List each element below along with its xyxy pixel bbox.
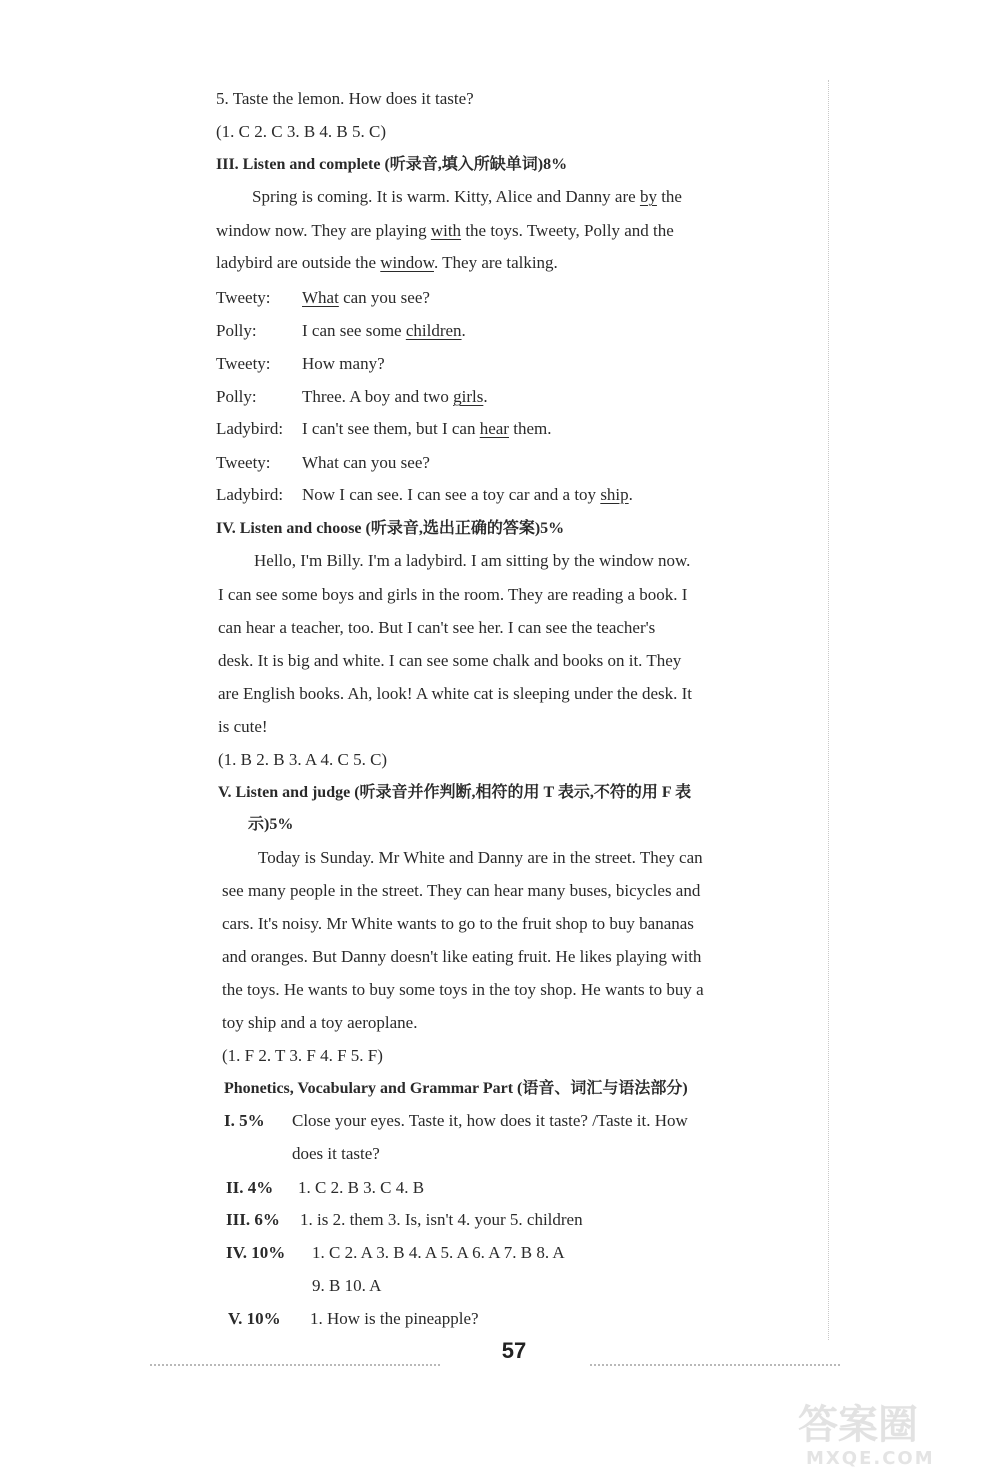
paragraph-line: and oranges. But Danny doesn't like eating fruit. He likes playing with bbox=[222, 947, 702, 966]
item-label: II. 4% bbox=[226, 1178, 274, 1197]
dialogue-line: Ladybird: Now I can see. I can see a toy car and a toy ship. bbox=[216, 485, 633, 504]
footer-rule-left bbox=[150, 1364, 440, 1366]
watermark-logo bbox=[786, 1392, 996, 1470]
part2-item: I. 5% Close your eyes. Taste it, how does it taste? /Taste it. How bbox=[224, 1111, 688, 1130]
paragraph-line: is cute! bbox=[218, 717, 268, 736]
paragraph-line: desk. It is big and white. I can see some chalk and books on it. They bbox=[218, 651, 682, 670]
filled-blank: by bbox=[639, 187, 657, 206]
answers-section-2: (1. C 2. C 3. B 4. B 5. C) bbox=[216, 122, 387, 141]
paragraph-line: cars. It's noisy. Mr White wants to go to the fruit shop to buy bananas bbox=[222, 914, 694, 933]
paragraph-line: ladybird are outside the window. They are talking. bbox=[216, 253, 558, 272]
dialogue-line: Tweety: How many? bbox=[216, 354, 385, 373]
paragraph-line: are English books. Ah, look! A white cat is sleeping under the desk. It bbox=[218, 684, 693, 703]
speaker: Tweety: bbox=[216, 354, 271, 373]
filled-blank: hear bbox=[479, 419, 509, 438]
item-label: V. 10% bbox=[228, 1309, 281, 1328]
part2-item: II. 4% 1. C 2. B 3. C 4. B bbox=[226, 1178, 425, 1197]
speaker: Tweety: bbox=[216, 453, 271, 472]
paragraph-line: Spring is coming. It is warm. Kitty, Alice and Danny are by the bbox=[252, 187, 682, 206]
filled-blank: with bbox=[430, 221, 462, 240]
paragraph-line: window now. They are playing with the toys. Tweety, Polly and the bbox=[216, 221, 674, 240]
dialogue-line: Ladybird: I can't see them, but I can hear them. bbox=[216, 419, 552, 438]
footer-rule-right bbox=[590, 1364, 840, 1366]
filled-blank: What bbox=[302, 288, 339, 307]
paragraph-line: I can see some boys and girls in the room. They are reading a book. I bbox=[218, 585, 688, 604]
part2-item-cont: 9. B 10. A bbox=[312, 1276, 382, 1295]
section-5-heading-cont: 示)5% bbox=[248, 816, 294, 833]
paragraph-line: can hear a teacher, too. But I can't see her. I can see the teacher's bbox=[218, 618, 656, 637]
paragraph-line: toy ship and a toy aeroplane. bbox=[222, 1013, 418, 1032]
svg-text:MXQE.COM: MXQE.COM bbox=[806, 1448, 935, 1469]
speaker: Polly: bbox=[216, 387, 257, 406]
item-label: I. 5% bbox=[224, 1111, 265, 1130]
section-4-heading: IV. Listen and choose (听录音,选出正确的答案)5% bbox=[216, 520, 565, 537]
filled-blank: children bbox=[405, 321, 462, 340]
dialogue-line: Polly: I can see some children. bbox=[216, 321, 466, 340]
speaker: Tweety: bbox=[216, 288, 271, 307]
speaker: Polly: bbox=[216, 321, 257, 340]
part2-item: IV. 10% 1. C 2. A 3. B 4. A 5. A 6. A 7. B 8. A bbox=[226, 1243, 565, 1262]
part2-item: V. 10% 1. How is the pineapple? bbox=[228, 1309, 479, 1328]
section-3-heading: III. Listen and complete (听录音,填入所缺单词)8% bbox=[216, 156, 568, 173]
speaker: Ladybird: bbox=[216, 419, 284, 438]
answers-section-5: (1. F 2. T 3. F 4. F 5. F) bbox=[222, 1046, 383, 1065]
filled-blank: window bbox=[380, 253, 434, 272]
item-label: III. 6% bbox=[226, 1210, 280, 1229]
svg-text:答案圈: 答案圈 bbox=[798, 1402, 918, 1448]
speaker: Ladybird: bbox=[216, 485, 284, 504]
section-5-heading: V. Listen and judge (听录音并作判断,相符的用 T 表示,不符的用 F 表 bbox=[218, 784, 692, 801]
margin-divider bbox=[828, 80, 829, 1340]
filled-blank: girls bbox=[453, 387, 484, 406]
paragraph-line: Today is Sunday. Mr White and Danny are in the street. They can bbox=[258, 848, 703, 867]
answers-section-4: (1. B 2. B 3. A 4. C 5. C) bbox=[218, 750, 388, 769]
line-q5-taste: 5. Taste the lemon. How does it taste? bbox=[216, 89, 474, 108]
filled-blank: ship bbox=[600, 485, 629, 504]
page-number: 57 bbox=[501, 1338, 527, 1363]
paragraph-line: see many people in the street. They can hear many buses, bicycles and bbox=[222, 881, 701, 900]
item-label: IV. 10% bbox=[226, 1243, 286, 1262]
part-2-heading: Phonetics, Vocabulary and Grammar Part (语音、词汇与语法部分) bbox=[224, 1080, 688, 1097]
dialogue-line: Tweety: What can you see? bbox=[216, 453, 430, 472]
paragraph-line: Hello, I'm Billy. I'm a ladybird. I am sitting by the window now. bbox=[254, 551, 691, 570]
dialogue-line: Tweety: What can you see? bbox=[216, 288, 430, 307]
part2-item-cont: does it taste? bbox=[292, 1144, 380, 1163]
part2-item: III. 6% 1. is 2. them 3. Is, isn't 4. your 5. children bbox=[226, 1210, 583, 1229]
dialogue-line: Polly: Three. A boy and two girls. bbox=[216, 387, 488, 406]
paragraph-line: the toys. He wants to buy some toys in the toy shop. He wants to buy a bbox=[222, 980, 704, 999]
